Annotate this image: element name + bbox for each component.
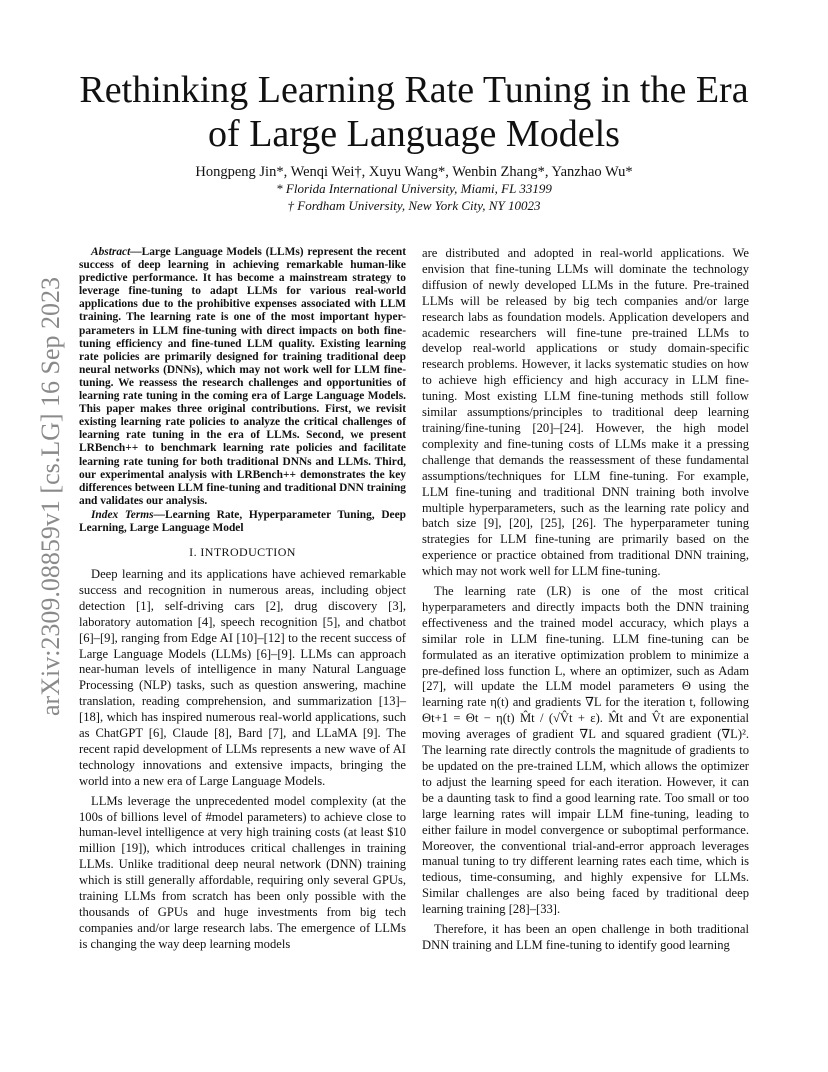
paragraph: Therefore, it has been an open challenge in both traditional DNN training and LLM fine-tuning to identify good learning: [422, 922, 749, 952]
arxiv-identifier: arXiv:2309.08859v1 [cs.LG] 16 Sep 2023: [36, 276, 65, 716]
paragraph: are distributed and adopted in real-world applications. We envision that fine-tuning LLMs will dominate the technology diffusion of newly developed LLMs in the future. Pre-trained LLMs will be released by big tech companies and/or large research labs as foundation models. Application developers and academic researchers will fine-tune pre-trained LLMs to develop real-world applications or study domain-specific research problems. However, it lacks systematic studies on how to achieve high efficiency and high accuracy in LLM fine-tuning. Most existing LLM fine-tuning methods still follow similar assumptions/principles to traditional deep learning training/fine-tuning [20]–[24]. However, the high model complexity and fine-tuning costs of LLMs make it a pressing challenge that demands the reassessment of these fundamental assumptions/techniques for LLM fine-tuning. For example, LLM fine-tuning and traditional DNN training both involve multiple hyperparameters, such as the learning rate policy and batch size [9], [20], [25], [26]. The hyperparameter tuning strategies for LLM fine-tuning are primarily based on the experience or practice obtained from traditional DNN training, which may not work well for LLM fine-tuning.: [422, 246, 749, 579]
paper-title: Rethinking Learning Rate Tuning in the Era of Large Language Models: [79, 69, 749, 155]
abstract-label: Abstract—: [91, 246, 142, 258]
author-list: Hongpeng Jin*, Wenqi Wei†, Xuyu Wang*, Wenbin Zhang*, Yanzhao Wu*: [195, 164, 633, 180]
index-terms-text: Learning Rate, Hyperparameter Tuning, Deep Learning, Large Language Model: [79, 508, 406, 534]
index-terms-label: Index Terms—: [91, 508, 165, 521]
paragraph: LLMs leverage the unprecedented model complexity (at the 100s of billions level of #model parameters) to achieve close to human-level intelligence at very high training costs (at least $10 million [19]), which introduces critical challenges in training LLMs. Unlike traditional deep neural network (DNN) training which is still generally affordable, requiring only several GPUs, training LLMs from scratch has been only possible with the thousands of GPUs and huge investments from big tech companies and/or large research labs. The emergence of LLMs is changing the way deep learning models: [79, 793, 406, 951]
section-heading-introduction: I. INTRODUCTION: [189, 545, 296, 560]
abstract: [79, 246, 406, 508]
abstract-text: Large Language Models (LLMs) represent the recent success of deep learning in achieving remarkable human-like predictive performance. It has become a mainstream strategy to leverage fine-tuning to adapt LLMs for various real-world applications due to the prohibitive expenses associated with LLM training. The learning rate is one of the most important hyper-parameters in LLM fine-tuning with direct impacts on both fine-tuning efficiency and fine-tuned LLM quality. Existing learning rate policies are primarily designed for training traditional deep neural networks (DNNs), which may not work well for LLM fine-tuning. We reassess the research challenges and opportunities of learning rate tuning in the coming era of Large Language Models. This paper makes three original contributions. First, we revisit existing learning rate policies to analyze the critical challenges of learning rate tuning in the era of LLMs. Second, we present LRBench++ to benchmark learning rate policies and facilitate learning rate tuning for both traditional DNNs and LLMs. Third, our experimental analysis with LRBench++ demonstrates the key differences between LLM fine-tuning and traditional DNN training and validates our analysis.: [79, 246, 406, 507]
index-terms: [79, 509, 406, 535]
affiliation-fordham: † Fordham University, New York City, NY 10023: [287, 198, 541, 213]
paragraph: The learning rate (LR) is one of the most critical hyperparameters and directly impacts both the DNN training effectiveness and the trained model accuracy, which plays a similar role in LLM fine-tuning. LLM fine-tuning can be formulated as an iterative optimization problem to minimize a pre-defined loss function L, where an optimizer, such as Adam [27], will update the LLM model parameters Θ using the learning rate η(t) and gradients ∇L for the iteration t, following Θt+1 = Θt − η(t) M̂t / (√V̂t + ε). M̂t and V̂t are exponential moving averages of gradient ∇L and squared gradient (∇L)². The learning rate directly controls the magnitude of gradients to be updated on the pre-trained LLM, which allows the optimizer to adjust the learning speed for each iteration. However, it can be a daunting task to find a good learning rate. Too small or too large learning rates will impair LLM fine-tuning, leading to either failure in model convergence or suboptimal performance. Moreover, the conventional trial-and-error approach leverages manual tuning to try different learning rates each time, which is tedious, time-consuming, and highly expensive for LLMs. Similar challenges are also being faced by traditional deep learning training [28]–[33].: [422, 584, 749, 917]
paragraph: Deep learning and its applications have achieved remarkable success and recognition in numerous areas, including object detection [1], self-driving cars [2], drug discovery [3], laboratory automation [4], speech recognition [5], and chatbot [6]–[9], ranging from Edge AI [10]–[12] to the recent success of Large Language Models (LLMs) [6]–[9]. LLMs can approach near-human levels of intelligence in many Natural Language Processing (NLP) tasks, such as question answering, machine translation, reading comprehension, and summarization [13]–[18], which has inspired numerous real-world applications, such as ChatGPT [6], Claude [8], Bard [7], and LLaMA [9]. The recent rapid development of LLMs represents a new wave of AI technology innovations and extensive impacts, bringing the world into a new era of Large Language Models.: [79, 566, 406, 788]
affiliation-fiu: * Florida International University, Miami, FL 33199: [276, 181, 552, 196]
right-column: [422, 246, 749, 954]
left-column: [79, 246, 406, 953]
